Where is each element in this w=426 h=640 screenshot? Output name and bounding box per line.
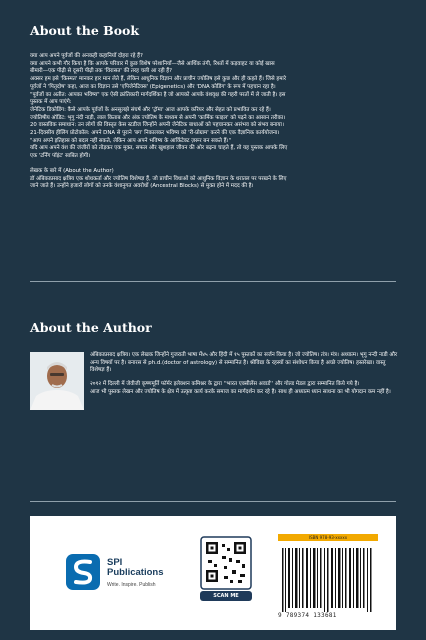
isbn-number: 9 789374 133681 [278, 612, 337, 619]
publisher-tagline: Write. Inspire. Publish [107, 582, 156, 588]
section-divider [30, 281, 396, 282]
about-author-heading: About the Author [30, 320, 152, 335]
writer-line: जाने जाते हैं। उन्होंने हजारों लोगों को उनके वंशानुगत अवरोधों (Ancestral Blocks) से मुक्त होने में मदद की है। [30, 183, 254, 190]
book-line: क्या आप अपने पूर्वजों की अनकही कहानियाँ दोहरा रहे हैं? [30, 53, 143, 59]
writer-line: लेखक के बारे में (About the Author) [30, 167, 114, 174]
book-line: अक्सर हम इसे 'किस्मत' मानकर हार मान लेते हैं, लेकिन आधुनिक विज्ञान और प्राचीन ज्योतिष इसे कुछ और ही कहते हैं। जिसे हमारे [30, 76, 287, 83]
barcode [278, 546, 378, 612]
writer-line: डॉ अंबिकाप्रसाद क्षत्रिय एक शोधकर्ता और ज्योतिष विशेषज्ञ हैं, जो प्राचीन विधाओं को आधुनिक विज्ञान के धरातल पर परखने के लिए [30, 175, 287, 182]
about-author-body [90, 352, 400, 397]
book-line: जेनेटिक डिकोडिंग: कैसे आपके पूर्वजों के अनसुलझे संघर्ष और 'ट्रॉमा' आज आपके करियर और सेहत को प्रभावित कर रहे हैं। [30, 106, 271, 113]
about-book-heading: About the Book [30, 23, 140, 38]
book-line: यदि आप अपने वंश की जंजीरों को तोड़कर एक मुक्त, सफल और खुशहाल जीवन की ओर बढ़ना चाहते हैं, तो यह पुस्तक आपके लिए [30, 145, 288, 152]
spi-logo-icon [66, 554, 100, 590]
publisher-band [30, 516, 396, 630]
about-book-body [30, 53, 400, 191]
author-para: आज भी पुस्तक लेखन और ज्योतिष के क्षेत्र में उत्कृष्ट कार्य करके समाज का मार्गदर्शन कर रहे है। साथ ही अध्यात्म ध्यान साधना का भी योगदान कम नहीं है। [90, 388, 391, 395]
publisher-logo [66, 552, 186, 592]
book-line: "आप अपने इतिहास को बदल नहीं सकते, लेकिन आप अपने भविष्य के आर्किटेक्ट ज़रूर बन सकते हैं।" [30, 137, 232, 144]
book-line: ज्योतिषीय ऑडिट: भृगु नंदी नाड़ी, लाल किताब और अंक ज्योतिष के माध्यम से अपनी 'कार्मिक फाइल' को पढ़ने का आसान तरीका। [30, 114, 286, 121]
book-line: "पूर्वजों का अतीत: आपका भविष्य" एक ऐसी क्रांतिकारी मार्गदर्शिका है जो आपको आपके वंशवृक्ष की गहरी परतों में ले जाती है। इस [30, 91, 286, 98]
scan-me-label: SCAN ME [200, 591, 252, 601]
book-line: बीमारी—एक पीढ़ी से दूसरी पीढ़ी तक 'विरासत' की तरह चली आ रही हैं? [30, 68, 173, 75]
book-line: एक 'टर्निंग पॉइंट' साबित होगी। [30, 153, 91, 160]
section-divider [30, 501, 396, 502]
author-photo [30, 352, 84, 410]
publisher-name: SPI Publications [107, 557, 164, 578]
book-line: क्या आपने कभी गौर किया है कि आपके परिवार में कुछ विशेष परेशानियाँ—जैसे आर्थिक तंगी, रिश्तों में कड़वाहट या कोई खास [30, 60, 275, 67]
book-line: पुस्तक में आप पाएंगे: [30, 99, 72, 106]
isbn-label: ISBN 978-93-xxxxx [278, 534, 378, 541]
author-para: अंबिकाप्रसाद क्षत्रिय। एक लेखक जिन्होंने गुजराती भाषा में४५ और हिंदी में १५ पुस्तकों का सर्जन किया है। जो ज्योतिष। तंत्र। मंत्र। अध्यात्म। भृगु नन्दी नाडी और अन्य विषयों पर है। बनारस से ph.d.(doctor of astrology) से सम्मानित है। श्रीविद्या के रहस्यों का संशोधन किया है अच्छे ज्योतिष। हस्तरेखा। वास्तु विशेषज्ञ हैं। [90, 352, 398, 374]
book-line: पूर्वजों ने 'पितृदोष' कहा, आज का विज्ञान उसे 'एपिजेनेटिक्स' (Epigenetics) और 'DNA कोडिंग' के रूप में पहचान रहा है। [30, 83, 276, 90]
book-line: 21-दिवसीय हीलिंग प्रोटोकॉल: अपने DNA से पुराने 'बग' निकालकर भविष्य को 'री-प्रोग्राम' करने की एक वैज्ञानिक कार्ययोजना। [30, 130, 280, 137]
book-line: 20 वास्तविक समाधान: उन लोगों की विस्तृत केस स्टडीज जिन्होंने अपनी जेनेटिक बाधाओं को पहचानकर असंभव को संभव बनाया। [30, 122, 284, 129]
author-para: २०१२ में दिल्ली में जेवीजी कृष्णमूर्ति फॉर्मर इलेक्शन कमिश्नर के द्वारा ''भारत एक्सीलेंस अवार्ड'' और गोल्ड मेडल द्वारा सम्मानित किये गये है। [90, 381, 360, 388]
